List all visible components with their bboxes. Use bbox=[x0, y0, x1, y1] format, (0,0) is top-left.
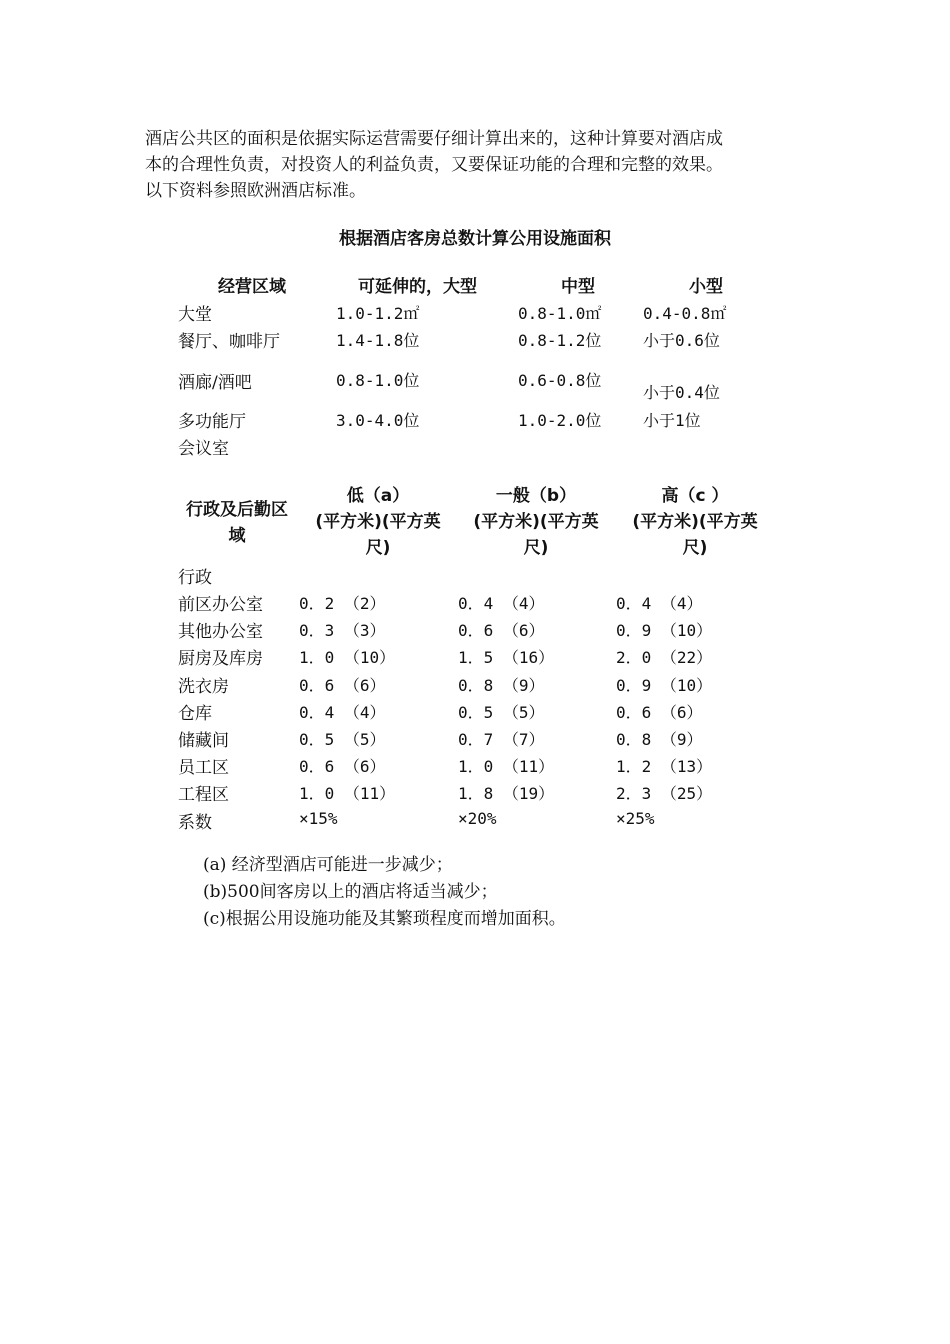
row-low: 0．6 （6） bbox=[299, 757, 386, 776]
row-high: 2．3 （25） bbox=[616, 784, 713, 803]
row-area: 酒廊/酒吧 bbox=[178, 373, 252, 393]
row-general: 0．5 （5） bbox=[458, 703, 545, 722]
header-large: 可延伸的，大型 bbox=[358, 277, 477, 297]
header-admin-area: 行政及后勤区 域 bbox=[186, 500, 288, 546]
row-high: 0．9 （10） bbox=[616, 621, 713, 640]
row-general: 0．8 （9） bbox=[458, 676, 545, 695]
row-high: ×25% bbox=[616, 809, 655, 828]
intro-line: 本的合理性负责，对投资人的利益负责，又要保证功能的合理和完整的效果。 bbox=[145, 155, 723, 175]
row-general: 1．8 （19） bbox=[458, 784, 555, 803]
row-low: ×15% bbox=[299, 809, 338, 828]
row-label: 其他办公室 bbox=[178, 622, 263, 642]
footnote: (c)根据公用设施功能及其繁琐程度而增加面积。 bbox=[203, 909, 566, 929]
row-medium: 0.8-1.0㎡ bbox=[518, 304, 602, 323]
header-low: 低（a） (平方米)(平方英 尺) bbox=[315, 486, 441, 558]
row-high: 0．9 （10） bbox=[616, 676, 713, 695]
row-general: 1．0 （11） bbox=[458, 757, 555, 776]
row-label: 洗衣房 bbox=[178, 677, 229, 697]
row-label: 厨房及库房 bbox=[178, 649, 263, 669]
row-general: 0．6 （6） bbox=[458, 621, 545, 640]
header-area: 经营区域 bbox=[218, 277, 286, 297]
row-low: 0．4 （4） bbox=[299, 703, 386, 722]
row-general: 0．4 （4） bbox=[458, 594, 545, 613]
row-small: 0.4-0.8㎡ bbox=[643, 304, 727, 323]
row-label: 员工区 bbox=[178, 758, 229, 778]
row-low: 1．0 （11） bbox=[299, 784, 396, 803]
row-small: 小于1位 bbox=[643, 411, 701, 430]
row-general: 1．5 （16） bbox=[458, 648, 555, 667]
row-area: 会议室 bbox=[178, 439, 229, 459]
row-high: 0．8 （9） bbox=[616, 730, 703, 749]
row-medium: 0.6-0.8位 bbox=[518, 371, 602, 390]
row-medium: 1.0-2.0位 bbox=[518, 411, 602, 430]
row-high: 1．2 （13） bbox=[616, 757, 713, 776]
row-low: 0．5 （5） bbox=[299, 730, 386, 749]
row-small: 小于0.6位 bbox=[643, 331, 720, 350]
row-large: 0.8-1.0位 bbox=[336, 371, 420, 390]
footnotes bbox=[203, 852, 566, 933]
row-high: 0．6 （6） bbox=[616, 703, 703, 722]
row-label: 仓库 bbox=[178, 704, 212, 724]
row-general: 0．7 （7） bbox=[458, 730, 545, 749]
row-high: 2．0 （22） bbox=[616, 648, 713, 667]
footnote: (a) 经济型酒店可能进一步减少； bbox=[203, 855, 453, 875]
row-medium: 0.8-1.2位 bbox=[518, 331, 602, 350]
row-large: 3.0-4.0位 bbox=[336, 411, 420, 430]
row-area: 餐厅、咖啡厅 bbox=[178, 332, 280, 352]
intro-line: 以下资料参照欧洲酒店标准。 bbox=[145, 181, 366, 201]
footnote: (b)500间客房以上的酒店将适当减少； bbox=[203, 882, 498, 902]
section-label: 行政 bbox=[178, 568, 212, 588]
row-low: 0．2 （2） bbox=[299, 594, 386, 613]
row-low: 0．3 （3） bbox=[299, 621, 386, 640]
row-label: 系数 bbox=[178, 813, 212, 833]
intro-paragraph bbox=[145, 126, 810, 204]
row-label: 储藏间 bbox=[178, 731, 229, 751]
row-large: 1.0-1.2㎡ bbox=[336, 304, 420, 323]
row-area: 多功能厅 bbox=[178, 412, 246, 432]
row-low: 0．6 （6） bbox=[299, 676, 386, 695]
header-medium: 中型 bbox=[561, 277, 595, 297]
row-large: 1.4-1.8位 bbox=[336, 331, 420, 350]
header-small: 小型 bbox=[689, 277, 723, 297]
row-label: 工程区 bbox=[178, 785, 229, 805]
row-high: 0．4 （4） bbox=[616, 594, 703, 613]
row-small: 小于0.4位 bbox=[643, 383, 720, 402]
row-area: 大堂 bbox=[178, 305, 212, 325]
row-label: 前区办公室 bbox=[178, 595, 263, 615]
row-general: ×20% bbox=[458, 809, 497, 828]
row-low: 1．0 （10） bbox=[299, 648, 396, 667]
header-general: 一般（b） (平方米)(平方英 尺) bbox=[473, 486, 599, 558]
header-high: 高（c ） (平方米)(平方英 尺) bbox=[632, 486, 758, 558]
table-title: 根据酒店客房总数计算公用设施面积 bbox=[339, 229, 611, 249]
intro-line: 酒店公共区的面积是依据实际运营需要仔细计算出来的，这种计算要对酒店成 bbox=[145, 129, 723, 149]
